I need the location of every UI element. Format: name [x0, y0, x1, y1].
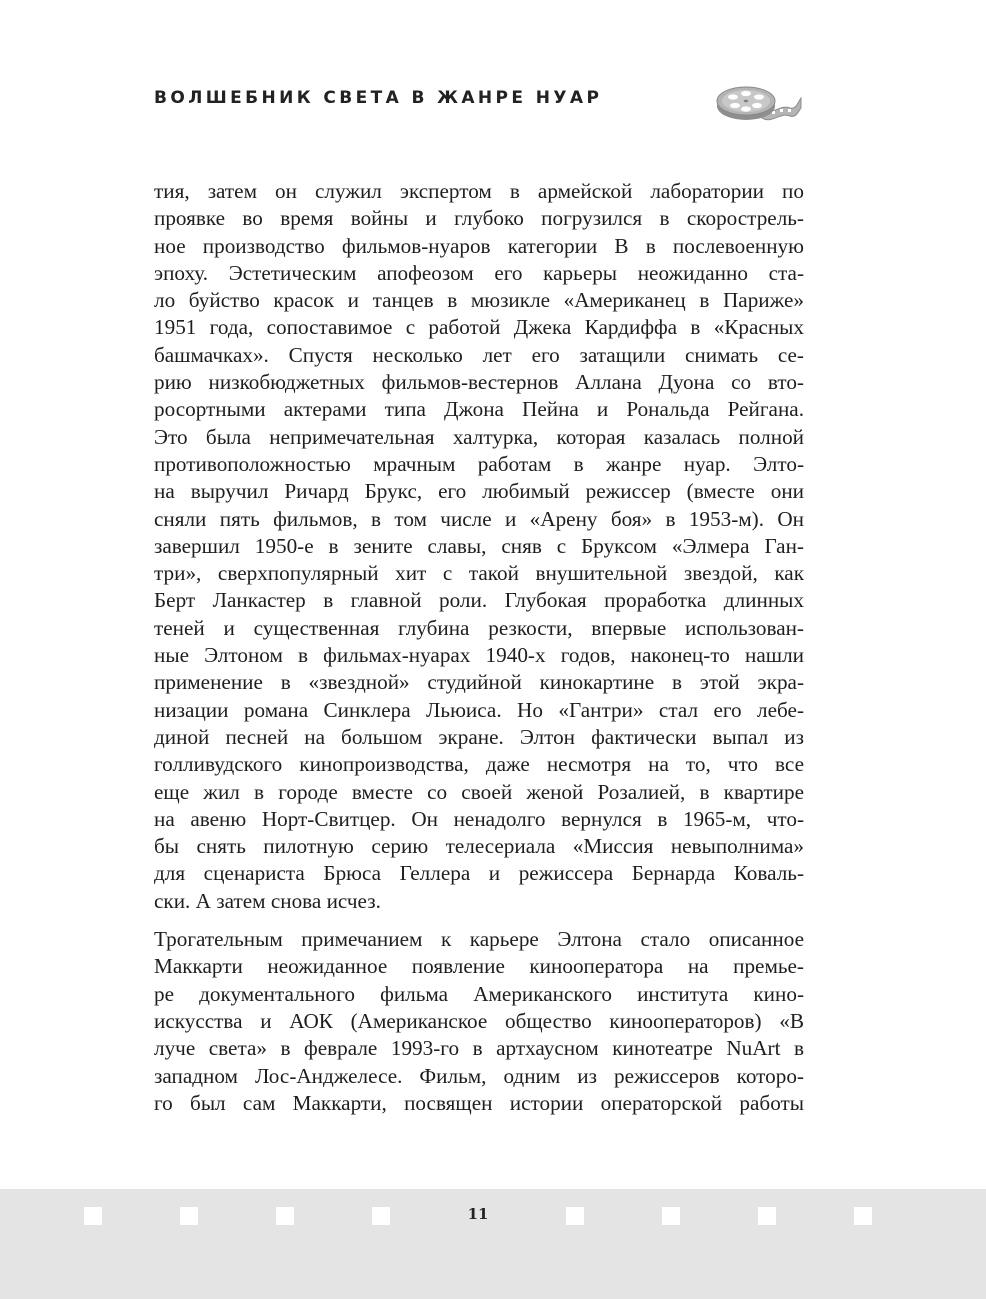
- film-perforation: [758, 1207, 776, 1225]
- text-line: ски. А затем снова исчез.: [154, 888, 381, 913]
- text-line: завершил 1950-е в зените славы, сняв с Бруксом «Элмера Ган-: [154, 533, 804, 558]
- text-line: Маккарти неожиданное появление кинооператора на премье-: [154, 954, 804, 979]
- running-head: ВОЛШЕБНИК СВЕТА В ЖАНРЕ НУАР: [154, 88, 603, 108]
- text-line: го был сам Маккарти, посвящен истории операторской работы: [154, 1090, 804, 1115]
- film-reel-icon: [716, 82, 802, 126]
- text-line: на авеню Норт-Свитцер. Он ненадолго вернулся в 1965-м, что-: [154, 806, 804, 831]
- text-line: 1951 года, сопоставимое с работой Джека Кардиффа в «Красных: [154, 315, 804, 340]
- text-line: на выручил Ричард Брукс, его любимый режиссер (вместе они: [154, 479, 804, 504]
- text-line: ные Элтоном в фильмах-нуарах 1940-х годов, наконец-то нашли: [154, 643, 804, 668]
- film-perforation: [84, 1207, 102, 1225]
- text-line: росортными актерами типа Джона Пейна и Рональда Рейгана.: [154, 397, 804, 422]
- text-line: ре документального фильма Американского института кино-: [154, 981, 804, 1006]
- text-line: башмачках». Спустя несколько лет его затащили снимать се-: [154, 342, 804, 367]
- text-line: ное производство фильмов-нуаров категории B в послевоенную: [154, 233, 804, 258]
- film-perforation: [180, 1207, 198, 1225]
- text-line: ло буйство красок и танцев в мюзикле «Американец в Париже»: [154, 288, 804, 313]
- text-line: еще жил в городе вместе со своей женой Розалией, в квартире: [154, 779, 804, 804]
- text-line: теней и существенная глубина резкости, впервые использован-: [154, 615, 804, 640]
- paragraph-1: [154, 178, 804, 915]
- film-perforation: [854, 1207, 872, 1225]
- text-line: Берт Ланкастер в главной роли. Глубокая проработка длинных: [154, 588, 804, 613]
- text-line: эпоху. Эстетическим апофеозом его карьеры неожиданно ста-: [154, 260, 804, 285]
- paragraph-gap: [154, 915, 804, 926]
- footer-band: [0, 1189, 986, 1299]
- page-number: 11: [467, 1205, 489, 1223]
- text-line: низации романа Синклера Льюиса. Но «Гантри» стал его лебе-: [154, 697, 804, 722]
- text-line: западном Лос-Анджелесе. Фильм, одним из режиссеров которо-: [154, 1063, 804, 1088]
- text-line: тия, затем он служил экспертом в армейской лаборатории по: [154, 179, 804, 203]
- text-line: Это была непримечательная халтурка, которая казалась полной: [154, 424, 804, 449]
- film-perforation: [566, 1207, 584, 1225]
- text-line: три», сверхпопулярный хит с такой внушительной звездой, как: [154, 561, 804, 586]
- film-perforation: [662, 1207, 680, 1225]
- text-line: для сценариста Брюса Геллера и режиссера Бернарда Коваль-: [154, 861, 804, 886]
- text-line: голливудского кинопроизводства, даже несмотря на то, что все: [154, 752, 804, 777]
- text-line: Трогательным примечанием к карьере Элтона стало описанное: [154, 927, 804, 952]
- text-line: сняли пять фильмов, в том числе и «Арену боя» в 1953-м). Он: [154, 506, 804, 531]
- paragraph-2: [154, 926, 804, 1117]
- text-line: противоположностью мрачным работам в жанре нуар. Элто-: [154, 451, 804, 476]
- body-text: [154, 178, 804, 1117]
- text-line: искусства и АОК (Американское общество кинооператоров) «В: [154, 1008, 804, 1033]
- text-line: проявке во время войны и глубоко погрузился в скорострель-: [154, 206, 804, 231]
- text-line: применение в «звездной» студийной кинокартине в этой экра-: [154, 670, 804, 695]
- film-perforation: [372, 1207, 390, 1225]
- text-line: диной песней на большом экране. Элтон фактически выпал из: [154, 724, 804, 749]
- film-perforation: [276, 1207, 294, 1225]
- text-line: рию низкобюджетных фильмов-вестернов Аллана Дуона со вто-: [154, 370, 804, 395]
- text-line: луче света» в феврале 1993-го в артхаусном кинотеатре NuArt в: [154, 1036, 804, 1061]
- text-line: бы снять пилотную серию телесериала «Миссия невыполнима»: [154, 834, 804, 859]
